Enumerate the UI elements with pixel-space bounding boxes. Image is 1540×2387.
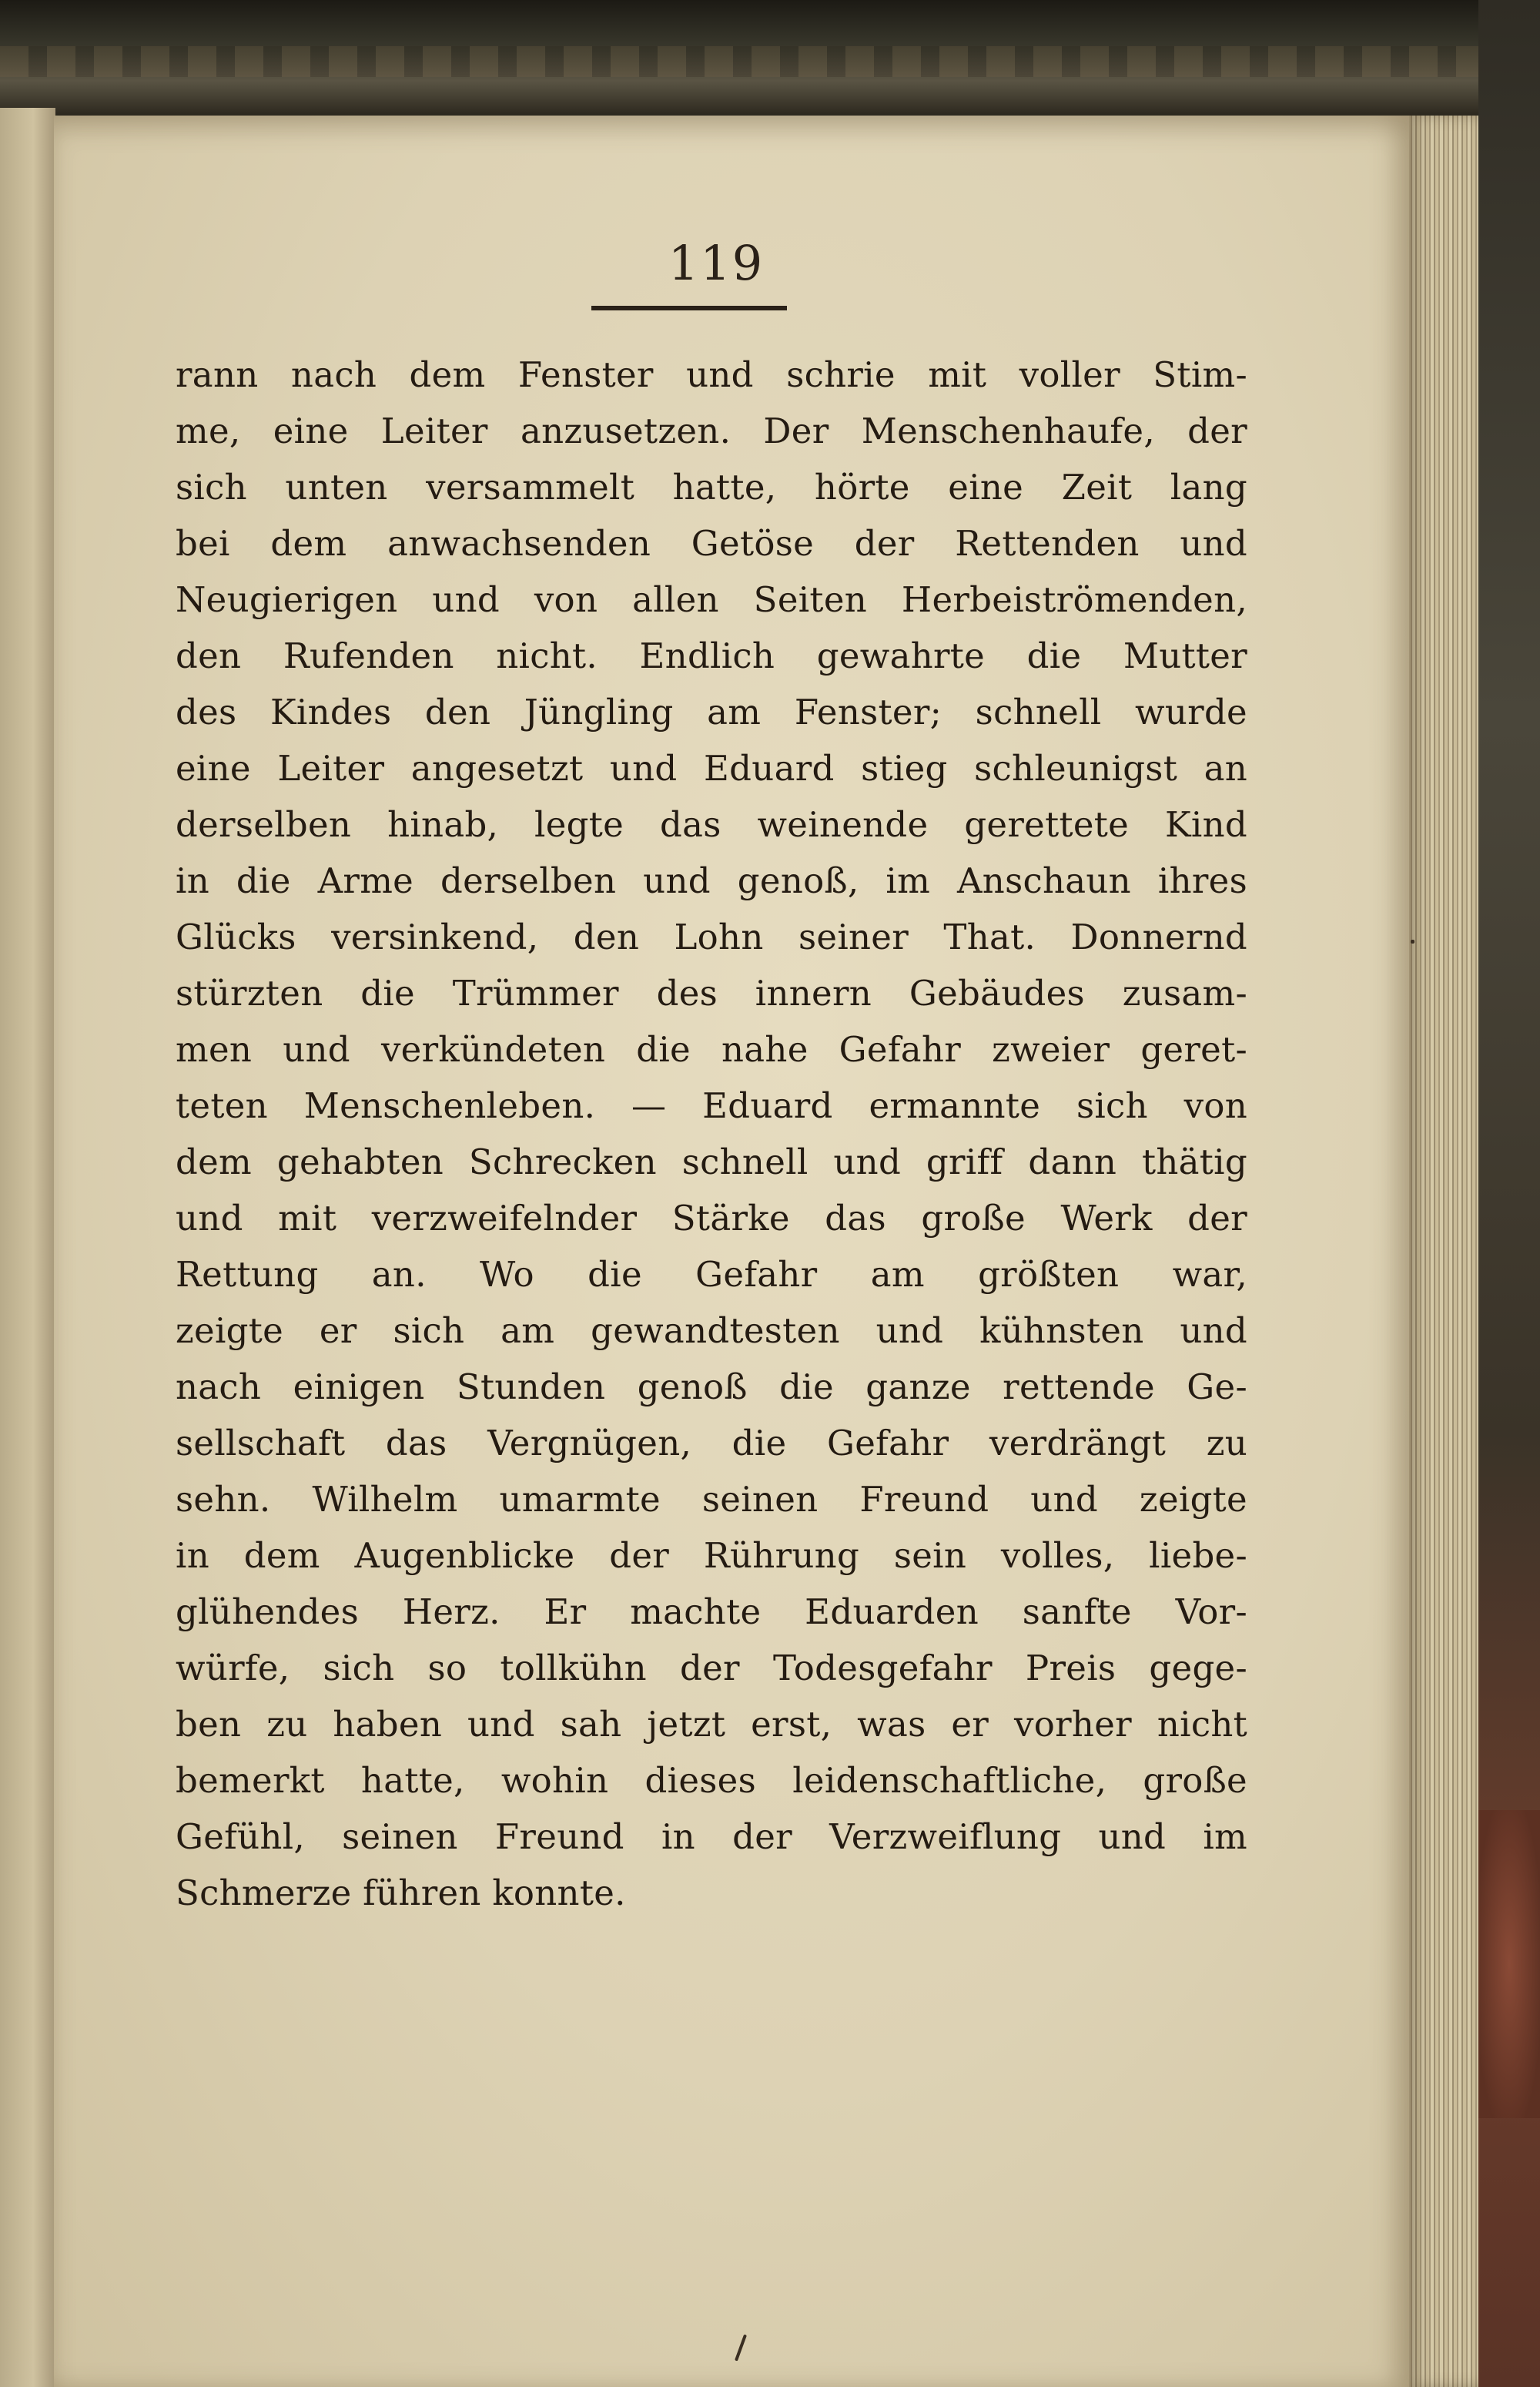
text-line: derselben hinab, legte das weinende gerettete Kind [176,804,1247,845]
text-line: zeigte er sich am gewandtesten und kühnsten und [176,1310,1247,1351]
text-line: eine Leiter angesetzt und Eduard stieg schleunigst an [176,748,1247,789]
text-line: Rettung an. Wo die Gefahr am größten war, [176,1254,1247,1295]
page-number: 119 [668,235,765,291]
text-line: und mit verzweifelnder Stärke das große Werk der [176,1198,1247,1239]
book-cover-top [0,0,1540,116]
book-page [54,116,1409,2387]
text-line: Schmerze führen konnte. [176,1872,626,1913]
page-number-rule [591,306,787,310]
text-line: stürzten die Trümmer des innern Gebäudes zusam- [176,973,1247,1014]
page-stack-edge [1408,116,1478,2387]
text-line: men und verkündeten die nahe Gefahr zweier geret- [176,1029,1247,1070]
text-line: me, eine Leiter anzusetzen. Der Menschenhaufe, der [176,411,1247,451]
ink-speck [735,2334,747,2361]
text-line: in dem Augenblicke der Rührung sein volles, liebe- [176,1535,1247,1576]
text-line: Neugierigen und von allen Seiten Herbeiströmenden, [176,579,1247,620]
text-line: teten Menschenleben. — Eduard ermannte sich von [176,1085,1247,1126]
book-cover-right [1478,0,1540,2387]
text-line: sich unten versammelt hatte, hörte eine Zeit lang [176,467,1247,508]
text-line: rann nach dem Fenster und schrie mit voller Stim- [176,354,1247,395]
text-line: Glücks versinkend, den Lohn seiner That. Donnernd [176,917,1247,957]
text-line: bemerkt hatte, wohin dieses leidenschaftliche, große [176,1760,1247,1801]
ink-speck [1411,940,1414,944]
text-line: nach einigen Stunden genoß die ganze rettende Ge- [176,1366,1247,1407]
text-line: Gefühl, seinen Freund in der Verzweiflung und im [176,1816,1247,1857]
text-line: des Kindes den Jüngling am Fenster; schnell wurde [176,692,1247,733]
previous-page-edge [0,108,55,2387]
text-line: den Rufenden nicht. Endlich gewahrte die Mutter [176,635,1247,676]
page-body-text [176,347,1247,1921]
text-line: ben zu haben und sah jetzt erst, was er vorher nicht [176,1704,1247,1745]
text-line: bei dem anwachsenden Getöse der Rettenden und [176,523,1247,564]
text-line: dem gehabten Schrecken schnell und griff dann thätig [176,1142,1247,1182]
text-line: sehn. Wilhelm umarmte seinen Freund und zeigte [176,1479,1247,1520]
text-line: in die Arme derselben und genoß, im Anschaun ihres [176,860,1247,901]
text-line: würfe, sich so tollkühn der Todesgefahr Preis gege- [176,1648,1247,1688]
text-line: glühendes Herz. Er machte Eduarden sanfte Vor- [176,1591,1247,1632]
text-line: sellschaft das Vergnügen, die Gefahr verdrängt zu [176,1423,1247,1463]
